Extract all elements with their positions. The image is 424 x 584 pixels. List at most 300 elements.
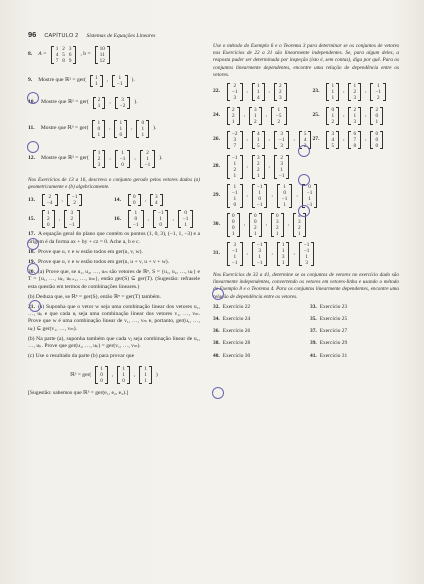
column-vector <box>252 184 268 208</box>
exercise-22 <box>213 83 312 101</box>
comma: , <box>296 192 298 199</box>
matrix-entry: 0 <box>254 213 257 220</box>
exercise-13: 13. 2 −4 , −1 2 <box>28 194 114 206</box>
comma: , <box>343 112 345 119</box>
instructions-32-41: Nos Exercícios de 32 a 41, determine se os conjuntos de vetores no exercício dado são linearmente independentes, convertendo os vetores em vetores-linha e usando o método do Exemplo 8 e o Teorema 4. Para os conjuntos linearmente dependentes, encontre uma relação de dependência entre os vetores. <box>213 272 399 300</box>
column-vector <box>277 242 290 266</box>
matrix-entry: 2 <box>70 216 74 223</box>
matrix-entry: 5 <box>256 143 260 150</box>
exercise-11: 11. Mostre que ℝ³ = ger( 1 0 1 , 1 1 0 , 0 1 1 ). <box>28 120 157 138</box>
exercise-reference: Exercício 22 <box>222 303 251 310</box>
matrix-entry: −1 <box>278 137 285 144</box>
exercise-15: 15. 1 2 0 , 3 2 −1 <box>28 210 114 228</box>
column-vector <box>252 83 265 101</box>
matrix-entry: 0 <box>121 162 124 168</box>
right-column <box>213 40 399 360</box>
matrix-entry: 1 <box>353 113 357 120</box>
matrix-entry: 1 <box>254 113 257 120</box>
comma: , <box>293 136 295 143</box>
matrix-entry: 9 <box>68 58 72 64</box>
exercise-number: 24. <box>213 112 220 119</box>
matrix-entry: 0 <box>254 219 257 226</box>
column-vector <box>370 131 383 149</box>
matrix-entry: 11 <box>99 52 105 58</box>
column-vector <box>299 242 315 266</box>
column-vector <box>249 107 262 125</box>
matrix-entry: 2 <box>232 107 235 114</box>
exercise-21c-equation: ℝ³ = ger( 1 0 0 , 1 1 0 , 1 1 1 ) <box>70 366 158 385</box>
matrix-entry: 2 <box>73 200 76 207</box>
exercise-reference: Exercício 28 <box>222 340 251 347</box>
exercise-21-hint: [Sugestão: sabemos que ℝ³ = ger(e₁, e₂, e₃).] <box>28 390 129 397</box>
matrix-entry: 8 <box>62 58 65 64</box>
matrix-entry: 3 <box>258 248 261 255</box>
column-vector <box>274 83 287 101</box>
exercise-reference: Exercício 25 <box>319 316 348 323</box>
matrix-entry: 0 <box>233 202 237 209</box>
exercise-20a: 20. (a) Prove que, se u₁, u₂, …, uₘ são vetores de ℝⁿ, S = {u₁, u₂, …, uₖ} e T = {u₁, …, uₖ, uₖ₊₁, …, uₘ}, então ger(S) ⊆ ger(T). (Sugestão: refrasele esta questão em termos de combinações lineares.) <box>28 269 200 290</box>
matrix-entry: 1 <box>281 248 285 255</box>
matrix-entry: 1 <box>233 173 237 180</box>
matrix-entry: 3 <box>233 242 237 249</box>
matrix-entry: −2 <box>119 103 126 109</box>
exercise-list-item <box>213 316 302 323</box>
matrix-entry: 1 <box>119 126 123 132</box>
matrix-entry: 1 <box>276 231 279 238</box>
exercise-number: 33. <box>310 303 317 310</box>
column-vector <box>370 107 383 125</box>
exercise-reference: Exercício 30 <box>222 352 251 359</box>
matrix-entry: 2 <box>233 83 237 90</box>
matrix-entry: 7 <box>353 137 357 144</box>
exercise-list-item <box>310 328 399 335</box>
exercise-list-item <box>213 304 302 311</box>
matrix-entry: 1 <box>331 113 335 120</box>
exercise-list-item <box>310 316 399 323</box>
exercise-number: 35. <box>310 316 317 323</box>
matrix-entry: 7 <box>233 143 237 150</box>
exercise-number: 32. <box>213 303 220 310</box>
matrix-entry: 2 <box>276 225 279 232</box>
matrix-entry: 1 <box>376 83 380 90</box>
matrix-entry: 1 <box>144 378 147 385</box>
matrix-entry: −1 <box>182 216 189 223</box>
matrix-entry: 2 <box>254 119 257 126</box>
matrix-entry: −1 <box>119 156 126 162</box>
matrix-entry: 1 <box>146 156 149 162</box>
matrix-entry: 1 <box>119 120 123 126</box>
matrix-entry: 0 <box>133 200 136 207</box>
matrix-entry: 2 <box>97 97 101 103</box>
matrix-entry: 4 <box>256 131 260 138</box>
comma: , <box>365 136 367 143</box>
pen-circle-11 <box>27 141 39 153</box>
exercise-list-item <box>213 340 302 347</box>
column-vector <box>326 131 339 149</box>
matrix-entry: 1 <box>55 46 59 52</box>
exercise-reference: Exercício 29 <box>319 340 348 347</box>
exercise-reference: Exercício 31 <box>319 352 348 359</box>
matrix-entry: 1 <box>95 75 98 81</box>
pen-circle-13 <box>27 238 39 250</box>
exercise-number: 40. <box>213 352 220 359</box>
matrix-entry: −1 <box>281 196 288 203</box>
comma: , <box>265 221 267 228</box>
exercise-number: 30. <box>213 221 220 228</box>
exercise-17: 17. A equação geral do plano que contém os pontos (1, 0, 3), (−1, 1, −3) e a origem é da forma ax + by + cz = 0. Ache a, b e c. <box>28 231 200 245</box>
matrix-entry: 2 <box>278 83 282 90</box>
matrix-entry: 3 <box>155 194 158 201</box>
matrix-entry: 1 <box>254 231 257 238</box>
matrix-entry: 1 <box>308 196 311 203</box>
exercise-number: 27. <box>312 136 320 143</box>
matrix-entry: 8 <box>353 143 357 150</box>
column-vector <box>117 366 130 384</box>
matrix-entry: 3 <box>298 219 301 226</box>
matrix-entry: −1 <box>133 222 139 229</box>
exercise-number: 38. <box>213 340 220 347</box>
pen-circle-9 <box>27 92 39 104</box>
exercises-22-27 <box>213 83 399 149</box>
column-vector <box>326 83 339 101</box>
column-vector <box>128 194 141 206</box>
matrix-entry: 5 <box>303 131 307 138</box>
matrix-entry: 1 <box>159 216 162 223</box>
matrix-entry: 3 <box>278 95 282 102</box>
pen-circle-15 <box>27 263 39 275</box>
page-number: 96 <box>28 30 37 39</box>
matrix-entry: −1 <box>306 190 313 197</box>
matrix-entry: 5 <box>62 52 65 58</box>
matrix-entry: 1 <box>100 366 103 373</box>
matrix-entry: 3 <box>305 260 308 267</box>
pen-circle-23 <box>298 145 310 157</box>
exercise-reference: Exercício 24 <box>222 316 251 323</box>
column-vector <box>227 213 240 237</box>
column-vector <box>274 131 290 149</box>
matrix-entry: 1 <box>232 231 235 238</box>
matrix-entry: −1 <box>71 194 78 201</box>
matrix-entry: 1 <box>233 184 237 191</box>
matrix-entry: 1 <box>97 150 101 156</box>
matrix-entry: 2 <box>232 113 235 120</box>
column-vector <box>90 75 103 87</box>
comma: , <box>343 88 345 95</box>
matrix-entry: −1 <box>303 248 310 255</box>
matrix-entry: 0 <box>122 378 125 385</box>
column-vector <box>140 150 156 168</box>
exercise-list-item <box>310 340 399 347</box>
exercise-number: 25. <box>312 112 320 119</box>
matrix-entry: 1 <box>97 103 101 109</box>
matrix-entry: 1 <box>47 210 50 217</box>
matrix-entry: −1 <box>256 202 263 209</box>
column-vector <box>252 155 265 179</box>
column-vector <box>326 107 339 125</box>
matrix-entry: −1 <box>256 260 263 267</box>
exercise-number: 31. <box>213 250 220 257</box>
matrix-entry: −1 <box>232 155 238 162</box>
matrix-entry: 1 <box>144 372 147 379</box>
matrix-entry: 3 <box>121 97 124 103</box>
column-vector <box>114 120 127 138</box>
exercise-18: 18. Prove que u, v e w estão todos em ger(u, v, w). <box>28 248 143 255</box>
exercise-list-item <box>213 353 302 360</box>
matrix-entry: 1 <box>375 119 379 126</box>
pen-circle-17 <box>29 300 41 312</box>
matrix-entry: 0 <box>375 143 379 150</box>
matrix-entry: 0 <box>97 126 101 132</box>
exercise-20b: (b) Deduza que, se ℝⁿ = ger(S), então ℝⁿ = ger(T) também. <box>28 293 162 300</box>
exercise-reference: Exercício 26 <box>222 328 251 335</box>
matrix-entry: 1 <box>258 190 261 197</box>
column-vector <box>42 210 55 228</box>
exercise-reference: Exercício 27 <box>319 328 348 335</box>
exercise-number: 41. <box>310 352 317 359</box>
matrix-entry: 1 <box>122 366 125 373</box>
matrix-entry: 0 <box>133 194 136 201</box>
matrix-entry: 2 <box>47 216 50 223</box>
matrix-entry: 5 <box>331 143 335 150</box>
column-vector <box>150 194 163 206</box>
column-vector <box>271 213 284 237</box>
column-vector <box>227 107 240 125</box>
column-vector <box>153 210 169 228</box>
column-vector <box>92 120 105 138</box>
matrix-entry: 2 <box>376 95 380 102</box>
matrix-entry: 3 <box>280 131 283 138</box>
matrix-entry: 2 <box>353 107 357 114</box>
exercise-27 <box>312 131 399 149</box>
comma: , <box>246 192 248 199</box>
comma: , <box>246 163 248 170</box>
matrix-entry: 6 <box>353 131 357 138</box>
exercise-10: 10. Mostre que ℝ² = ger( 2 1 , 3 −2 ). <box>28 97 138 109</box>
comma: , <box>265 112 267 119</box>
matrix-entry: 0 <box>100 378 103 385</box>
matrix-entry: 1 <box>121 150 124 156</box>
matrix-entry: 1 <box>184 222 187 229</box>
column-vector <box>128 210 144 228</box>
matrix-entry: 1 <box>118 75 122 81</box>
column-vector <box>252 242 268 266</box>
matrix-entry: 1 <box>283 202 286 209</box>
matrix-entry: 1 <box>281 260 285 267</box>
matrix-entry: 0 <box>159 222 162 229</box>
matrix-entry: 1 <box>97 120 101 126</box>
exercise-21b: (b) Na parte (a), suponha também que cada vⱼ seja combinação linear de u₁, …, uₖ. Prove que ger(u₁, …, uₖ) = ger(v₁, …, vₘ). <box>28 335 200 350</box>
column-vector <box>249 213 262 237</box>
matrix-entry: 4 <box>256 95 260 102</box>
page-header <box>28 30 155 39</box>
column-vector <box>227 155 243 179</box>
matrix-entry: 1 <box>232 119 235 126</box>
matrix-entry: 3 <box>254 107 257 114</box>
matrix-entry: 2 <box>254 225 257 232</box>
column-vector <box>227 242 243 266</box>
exercise-9: 9. Mostre que ℝ² = ger( 1 1 , 1 −1 ). <box>28 75 135 87</box>
matrix-entry: 1 <box>258 254 261 261</box>
matrix-entry: −1 <box>157 210 164 217</box>
exercises-13-16 <box>28 194 200 228</box>
matrix-entry: 2 <box>233 167 237 174</box>
matrix-A <box>51 46 77 64</box>
matrix-entry: 0 <box>100 372 103 379</box>
column-vector <box>93 150 106 168</box>
exercise-number: 39. <box>310 340 317 347</box>
comma: , <box>243 112 245 119</box>
matrix-entry: −1 <box>306 202 313 209</box>
matrix-entry: 1 <box>256 137 260 144</box>
matrix-entry: 1 <box>134 210 138 217</box>
column-vector <box>67 194 83 206</box>
matrix-entry: −1 <box>278 173 285 180</box>
exercise-number: 23. <box>312 88 320 95</box>
exercise-24 <box>213 107 312 125</box>
comma: , <box>268 88 270 95</box>
matrix-entry: 3 <box>353 119 357 126</box>
column-vector <box>277 184 293 208</box>
column-vector <box>227 131 243 149</box>
matrix-entry: −2 <box>232 131 238 138</box>
matrix-entry: 1 <box>233 196 237 203</box>
comma: , <box>246 250 248 257</box>
matrix-entry: 0 <box>308 184 311 191</box>
pen-circle-29 <box>212 288 224 300</box>
exercise-21c: (c) Use o resultado da parte (b) para provar que <box>28 353 135 360</box>
matrix-entry: 3 <box>353 95 357 102</box>
matrix-entry: 3 <box>331 131 335 138</box>
matrix-entry: 0 <box>119 132 123 138</box>
matrix-entry: 0 <box>331 107 335 114</box>
matrix-entry: 1 <box>97 132 101 138</box>
column-vector <box>348 107 361 125</box>
matrix-entry: 2 <box>48 194 52 201</box>
comma: , <box>268 163 270 170</box>
matrix-entry: 2 <box>303 143 307 150</box>
matrix-entry: 2 <box>298 225 301 232</box>
matrix-entry: 3 <box>97 162 101 168</box>
matrix-entry: 10 <box>99 46 105 52</box>
column-vector <box>348 83 361 101</box>
exercises-32-41 <box>213 304 399 360</box>
matrix-entry: 2 <box>277 119 281 126</box>
matrix-entry: 0 <box>184 210 187 217</box>
matrix-entry: 2 <box>256 167 260 174</box>
exercise-26 <box>213 131 312 149</box>
column-vector <box>115 150 131 168</box>
exercise-12: 12. Mostre que ℝ³ = ger( 1 2 3 , 1 −1 0 , 2 1 −1 ). <box>28 150 163 168</box>
exercise-23 <box>312 83 399 101</box>
matrix-entry: 2 <box>278 89 282 96</box>
matrix-entry: 0 <box>375 113 379 120</box>
matrix-entry: 0 <box>375 131 379 138</box>
matrix-entry: 1 <box>281 242 285 249</box>
comma: , <box>271 250 273 257</box>
matrix-entry: 1 <box>233 161 237 168</box>
pen-circle-31 <box>212 387 224 399</box>
matrix-entry: 0 <box>258 196 261 203</box>
comma: , <box>268 136 270 143</box>
matrix-entry: −1 <box>144 162 151 168</box>
matrix-entry: 1 <box>256 173 260 180</box>
exercise-reference: Exercício 23 <box>319 303 348 310</box>
pen-circle-25 <box>298 174 310 186</box>
matrix-entry: 1 <box>283 184 286 191</box>
matrix-entry: 0 <box>375 137 379 144</box>
column-vector <box>136 120 149 138</box>
matrix-entry: −1 <box>232 248 238 255</box>
matrix-entry: 1 <box>122 372 125 379</box>
matrix-entry: 1 <box>141 132 145 138</box>
comma: , <box>287 221 289 228</box>
instructions-13-16: Nos Exercícios de 13 a 16, descreva o conjunto gerado pelos vetores dados (a) geometricamente e (b) algebricamente. <box>28 177 200 191</box>
exercise-25 <box>312 107 399 125</box>
matrix-entry: 2 <box>331 119 335 126</box>
matrix-entry: 2 <box>375 107 379 114</box>
matrix-entry: 1 <box>256 83 260 90</box>
comma: , <box>246 136 248 143</box>
column-vector <box>227 83 243 101</box>
exercise-19: 19. Prove que u, v e w estão todos em ger(u, u + v, u + v + w). <box>28 259 170 266</box>
matrix-entry: 2 <box>62 46 65 52</box>
matrix-entry: 1 <box>256 89 260 96</box>
matrix-entry: −1 <box>232 260 238 267</box>
matrix-entry: 7 <box>55 58 59 64</box>
comma: , <box>365 112 367 119</box>
matrix-entry: 1 <box>353 83 357 90</box>
column-vector <box>227 184 243 208</box>
exercise-number: 29. <box>213 192 220 199</box>
matrix-entry: 4 <box>303 137 307 144</box>
matrix-entry: 6 <box>68 52 72 58</box>
pen-circle-27 <box>298 205 310 220</box>
column-vector <box>348 131 361 149</box>
exercise-8: 8. A = 1 2 3 4 5 6 7 8 9 , b = 10 11 12 <box>28 40 200 70</box>
column-vector <box>64 210 80 228</box>
matrix-entry: −1 <box>69 222 75 229</box>
matrix-entry: 3 <box>233 95 237 102</box>
exercise-14: 14. 0 0 , 3 4 <box>114 194 200 206</box>
column-vector <box>271 107 287 125</box>
matrix-entry: −5 <box>276 113 282 120</box>
column-vector <box>252 131 265 149</box>
matrix-entry: −1 <box>256 242 263 249</box>
matrix-entry: 2 <box>256 161 260 168</box>
matrix-entry: −1 <box>232 89 238 96</box>
matrix-entry: −1 <box>117 81 123 87</box>
matrix-entry: 0 <box>232 219 235 226</box>
exercise-number: 37. <box>310 328 317 335</box>
matrix-entry: 4 <box>155 200 158 207</box>
column-vector <box>95 366 108 384</box>
matrix-entry: 1 <box>331 95 335 102</box>
column-vector <box>178 210 194 228</box>
matrix-entry: 1 <box>141 126 145 132</box>
matrix-entry: 0 <box>276 213 279 220</box>
exercise-number: 26. <box>213 136 220 143</box>
matrix-entry: 3 <box>281 254 285 261</box>
matrix-entry: 0 <box>134 216 138 223</box>
matrix-entry: 1 <box>280 167 283 174</box>
matrix-entry: 3 <box>68 46 72 52</box>
matrix-entry: 1 <box>298 231 301 238</box>
matrix-entry: 2 <box>97 156 101 162</box>
matrix-entry: 2 <box>146 150 149 156</box>
matrix-entry: 4 <box>55 52 59 58</box>
matrix-entry: 1 <box>277 107 281 114</box>
matrix-entry: 0 <box>47 222 50 229</box>
